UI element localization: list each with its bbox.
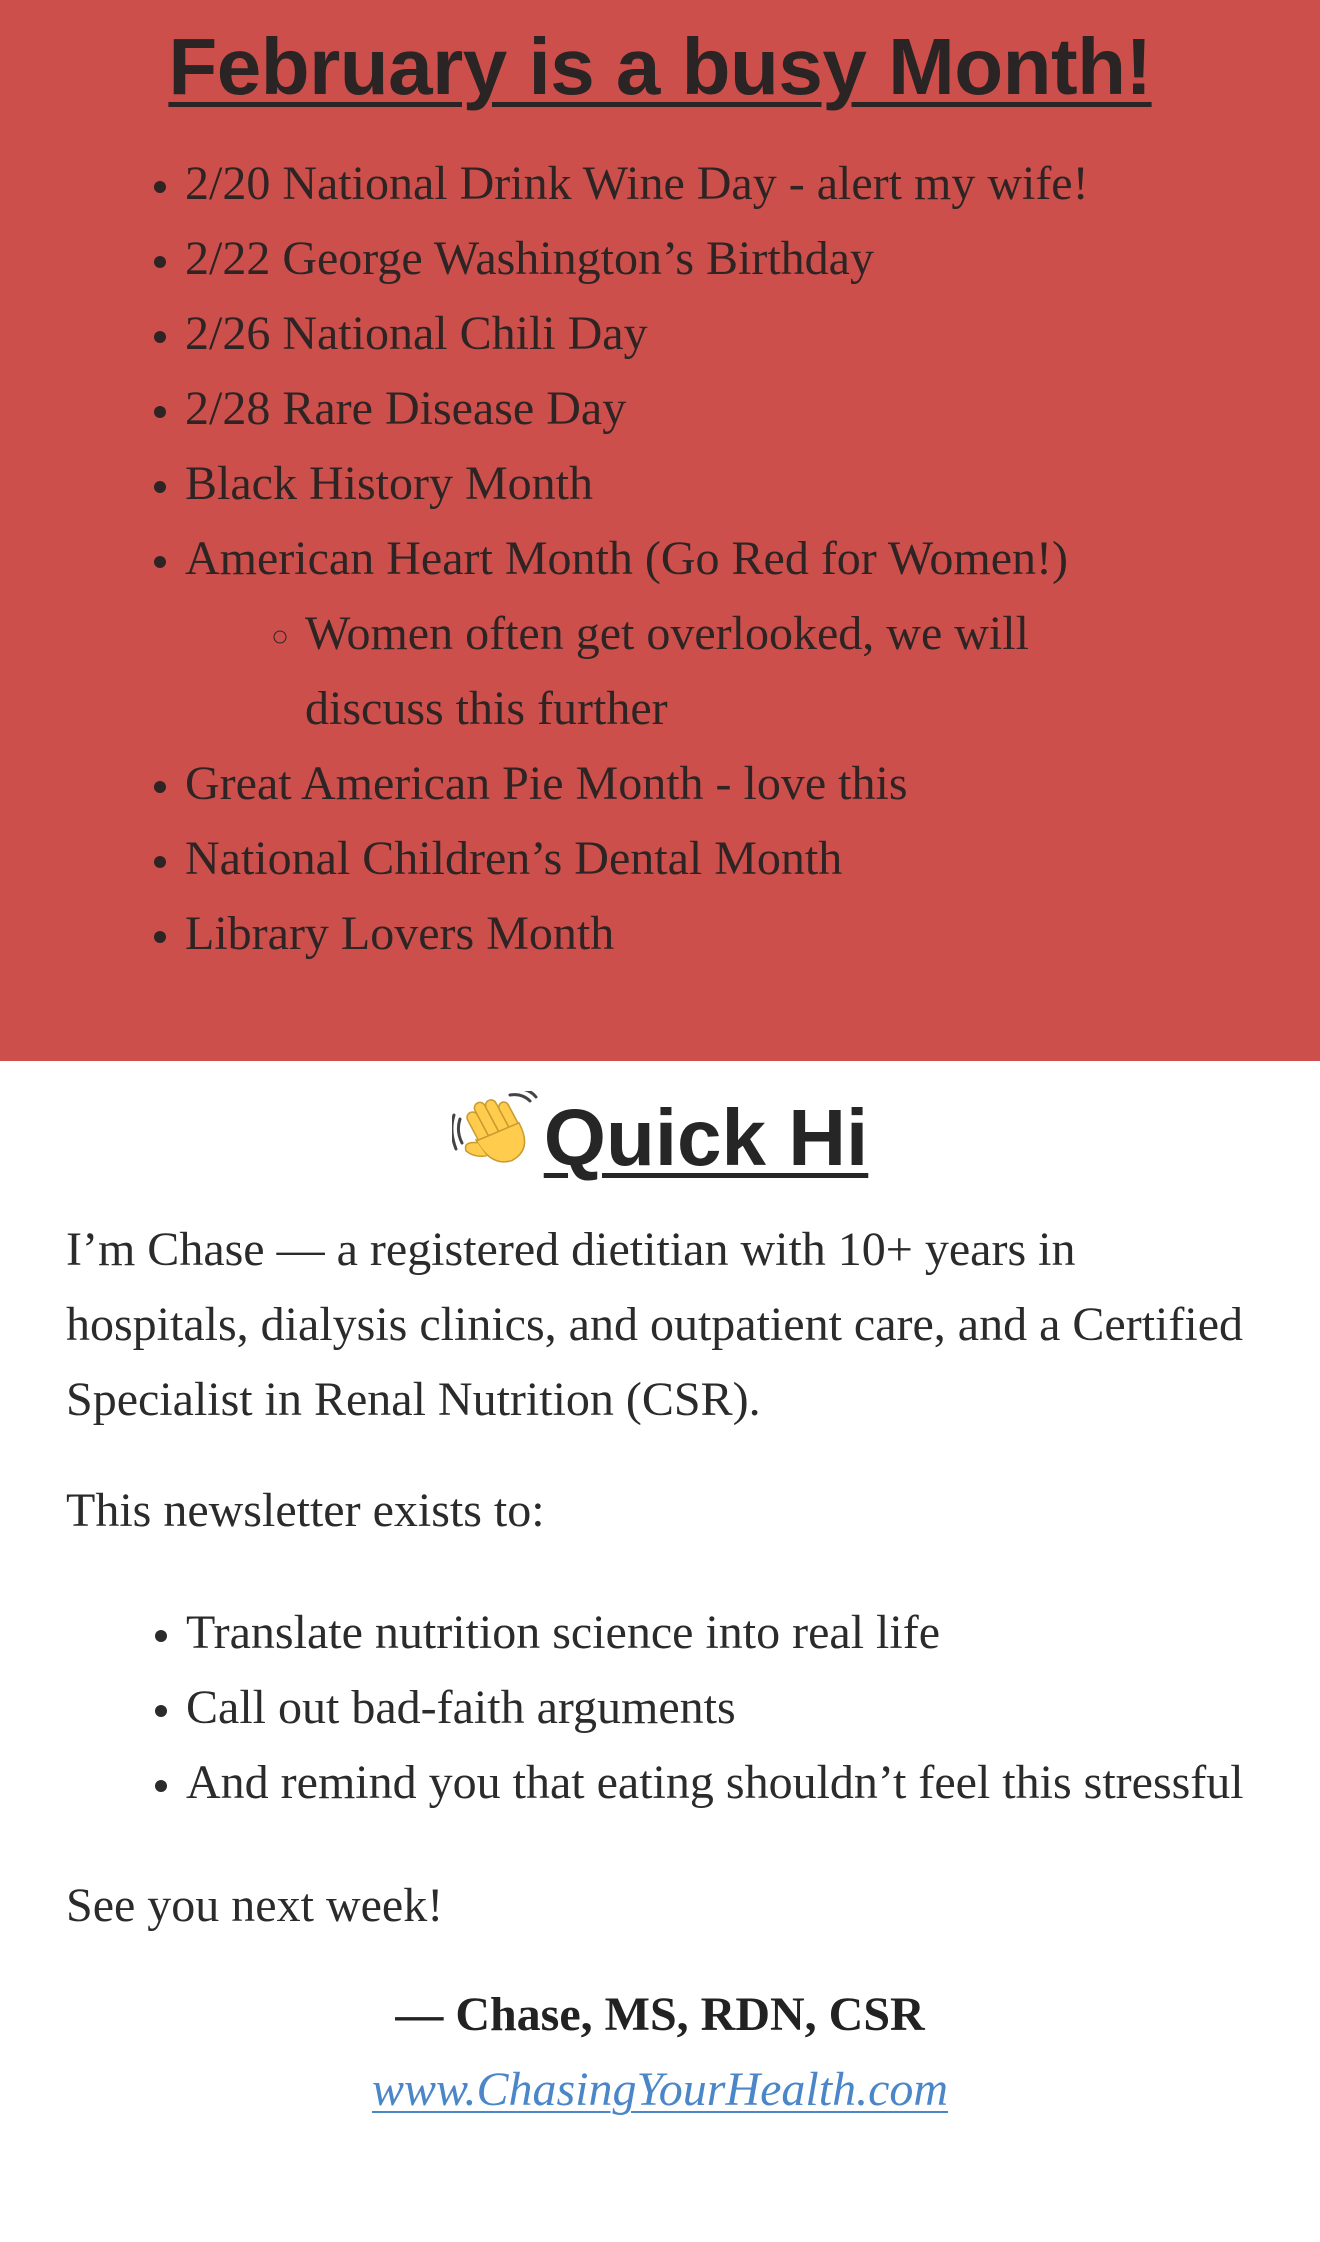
list-item: • 2/28 Rare Disease Day (185, 371, 1320, 446)
list-item: • 2/26 National Chili Day (185, 296, 1320, 371)
list-item: • Library Lovers Month (185, 896, 1320, 971)
website-link[interactable]: www.ChasingYourHealth.com (371, 2063, 949, 2116)
list-item: • 2/22 George Washington’s Birthday (185, 221, 1320, 296)
signature: — Chase, MS, RDN, CSR (395, 1988, 925, 2041)
heart-month-sublist (185, 596, 1065, 746)
quick-hi-title: Quick Hi (543, 1093, 869, 1182)
list-item: • Great American Pie Month - love this (185, 746, 1320, 821)
newsletter-goals-list (66, 1595, 1266, 1820)
list-item: • 2/20 National Drink Wine Day - alert my wife! (185, 146, 1320, 221)
quick-hi-section (0, 1061, 1320, 2127)
quick-hi-heading (66, 1061, 1254, 1184)
quick-hi-heading-inner (452, 1093, 869, 1182)
sub-list-item: ◦ Women often get overlooked, we will discuss this further (305, 596, 1065, 746)
list-item: • Black History Month (185, 446, 1320, 521)
february-section (0, 0, 1320, 1061)
list-item-heart-month (185, 521, 1320, 746)
list-item-label: American Heart Month (Go Red for Women!) (185, 532, 1068, 585)
february-title: February is a busy Month! (168, 22, 1152, 111)
newsletter-purpose-label: This newsletter exists to: (66, 1484, 545, 1537)
list-item: • And remind you that eating shouldn’t feel this stressful (186, 1745, 1266, 1820)
waving-hand-icon (452, 1091, 538, 1171)
list-item: • National Children’s Dental Month (185, 821, 1320, 896)
list-item: • Call out bad-faith arguments (186, 1670, 1266, 1745)
closing-line: See you next week! (66, 1879, 444, 1932)
list-item: • Translate nutrition science into real life (186, 1595, 1266, 1670)
intro-paragraph: I’m Chase — a registered dietitian with 10+ years in hospitals, dialysis clinics, and outpatient care, and a Certified Specialist in Renal Nutrition (CSR). (66, 1223, 1244, 1426)
february-events-list (0, 146, 1320, 971)
